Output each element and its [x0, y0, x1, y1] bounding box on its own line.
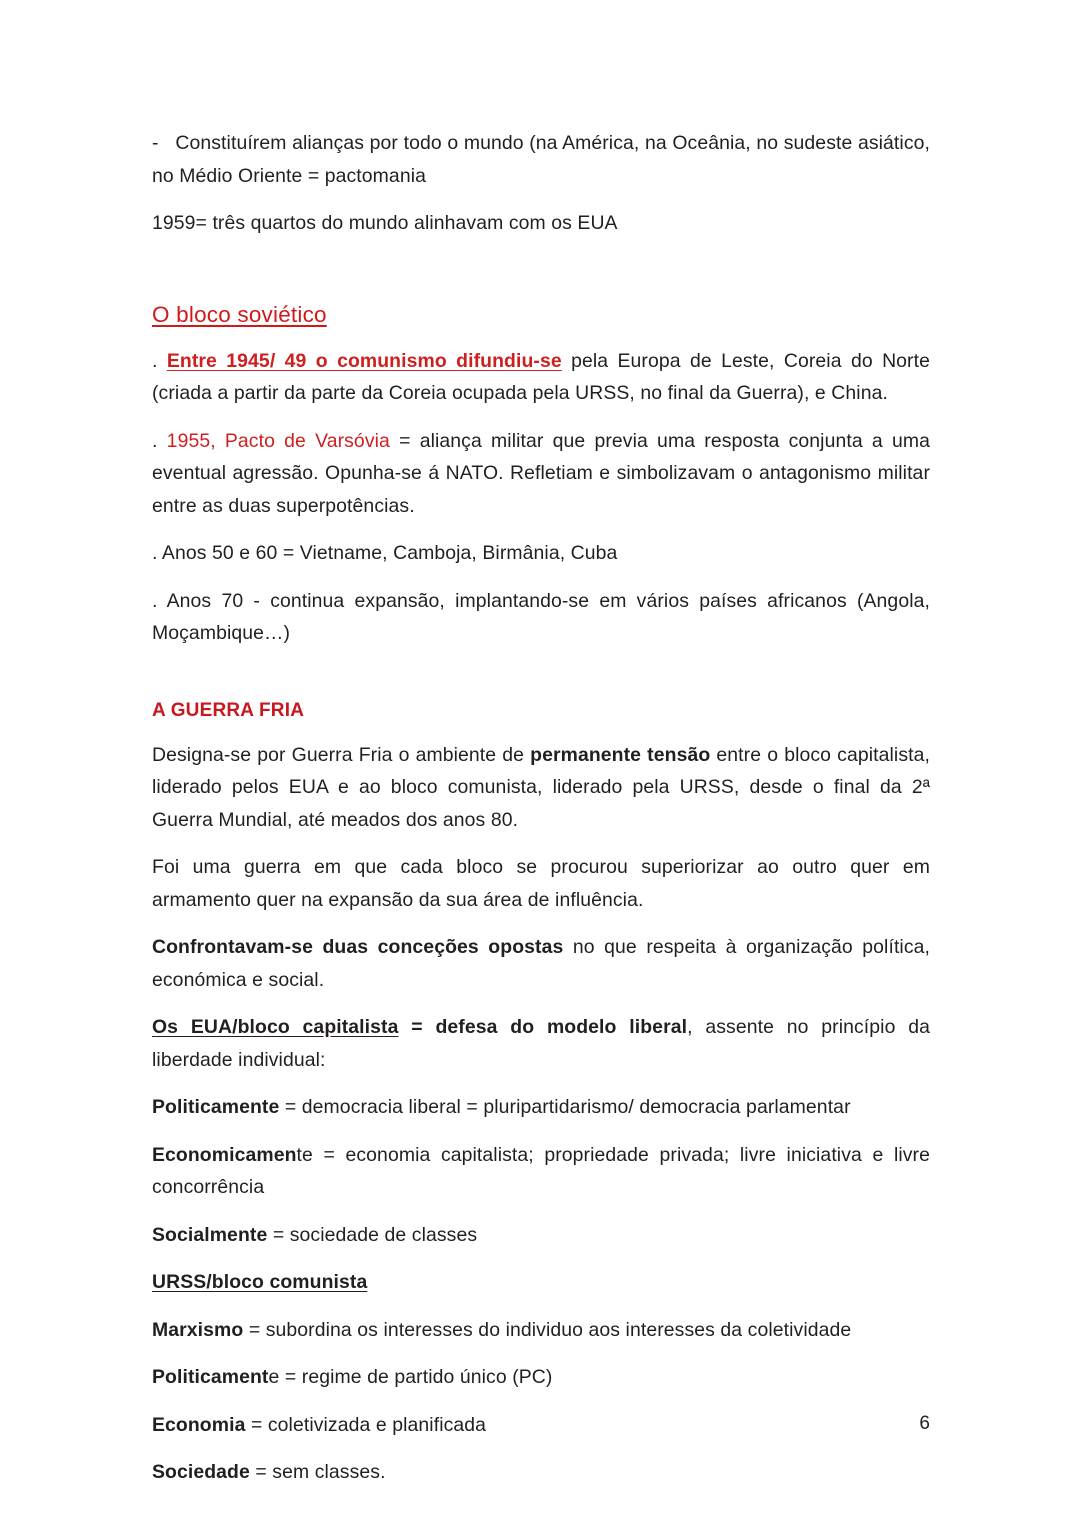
bold-sociedade: Sociedade	[152, 1461, 250, 1483]
bullet-text: Constituírem alianças por todo o mundo (na América, na Oceânia, no sudeste asiático, no Médio Oriente = pactomania	[152, 132, 930, 187]
sociedade-rest: = sem classes.	[249, 1461, 386, 1483]
paragraph-marxismo	[152, 1314, 930, 1347]
page-number: 6	[919, 1413, 930, 1434]
eua-bloco-rest: , assente no princípio da liberdade individual:	[152, 1016, 931, 1071]
document-body	[152, 127, 930, 1489]
underline-urss-bloco-comunista: URSS/bloco comunista	[152, 1271, 368, 1293]
socialmente-rest: = sociedade de classes	[267, 1223, 478, 1246]
bold-politicamente: Politicamente	[152, 1096, 280, 1118]
highlight-pacto-varsovia: 1955, Pacto de Varsóvia	[157, 429, 390, 452]
paragraph-socialmente	[152, 1219, 930, 1252]
paragraph-politicamente-eua	[152, 1091, 930, 1124]
designa-after: entre o bloco capitalista, liderado pelos EUA e ao bloco comunista, liderado pela URSS, desde o final da 2ª Guerra Mundial, até meados dos anos 80.	[152, 743, 930, 831]
spacer	[152, 650, 930, 698]
heading-bloco-sovietico: O bloco soviético	[152, 301, 327, 327]
bold-politicament: Politicament	[152, 1366, 269, 1388]
paragraph-eua-bloco-capitalista	[152, 1011, 930, 1076]
heading-urss-bloco-comunista	[152, 1266, 930, 1299]
bold-marxismo: Marxismo	[152, 1318, 244, 1341]
list-dot: .	[152, 349, 158, 372]
paragraph-comunismo-difundiu	[152, 345, 930, 410]
paragraph-designa-se	[152, 739, 930, 837]
paragraph-bullet-aliancas	[152, 127, 930, 192]
bold-economicamen: Economicamen	[152, 1143, 297, 1166]
underline-os-eua-bloco-capitalista: Os EUA/bloco capitalista	[152, 1016, 399, 1038]
bold-confrontavam-se: Confrontavam-se duas conceções opostas	[152, 936, 564, 958]
bold-defesa-modelo-liberal: = defesa do modelo liberal	[398, 1016, 688, 1038]
economia-rest: = coletivizada e planificada	[245, 1413, 487, 1436]
spacer	[152, 240, 930, 300]
paragraph-economicamente	[152, 1139, 930, 1204]
designa-before: Designa-se por Guerra Fria o ambiente de	[152, 743, 531, 766]
economicamente-rest: = economia capitalista; propriedade privada; livre iniciativa e livre concorrência	[152, 1143, 930, 1198]
economicamente-tail: te	[296, 1143, 313, 1166]
politicamente-urss-tail: e	[268, 1366, 280, 1388]
paragraph-sociedade	[152, 1456, 930, 1489]
paragraph-anos-70: . Anos 70 - continua expansão, implantando-se em vários países africanos (Angola, Moçambique…)	[152, 589, 930, 644]
politicamente-eua-rest: = democracia liberal = pluripartidarismo/ democracia parlamentar	[279, 1096, 851, 1118]
bold-permanente-tensao: permanente tensão	[530, 743, 711, 766]
bold-economia: Economia	[152, 1413, 246, 1436]
politicamente-urss-rest: = regime de partido único (PC)	[279, 1366, 553, 1388]
paragraph-foi-uma-guerra: Foi uma guerra em que cada bloco se procurou superiorizar ao outro quer em armamento quer na expansão da sua área de influência.	[152, 856, 930, 911]
paragraph-confrontavam-se	[152, 931, 930, 996]
bold-socialmente: Socialmente	[152, 1223, 268, 1246]
varsovia-rest: = aliança militar que previa uma resposta conjunta a uma eventual agressão. Opunha-se á NATO. Refletiam e simbolizavam o antagonismo militar entre as duas superpotências.	[152, 429, 930, 517]
paragraph-politicamente-urss	[152, 1361, 930, 1394]
paragraph-1959: 1959= três quartos do mundo alinhavam com os EUA	[152, 212, 618, 234]
list-dot: .	[152, 429, 158, 452]
highlight-entre-1945-49: Entre 1945/ 49 o comunismo difundiu-se	[166, 349, 562, 372]
paragraph-anos-50-60: . Anos 50 e 60 = Vietname, Camboja, Birmânia, Cuba	[152, 542, 618, 564]
comunismo-rest: pela Europa de Leste, Coreia do Norte (criada a partir da parte da Coreia ocupada pela URSS, no final da Guerra), e China.	[152, 349, 930, 404]
marxismo-rest: = subordina os interesses do individuo aos interesses da coletividade	[243, 1318, 852, 1341]
paragraph-pacto-varsovia	[152, 425, 930, 523]
heading-a-guerra-fria: A GUERRA FRIA	[152, 699, 305, 721]
bullet-marker: -	[152, 132, 159, 154]
confrontavam-rest: no que respeita à organização política, económica e social.	[152, 936, 931, 991]
